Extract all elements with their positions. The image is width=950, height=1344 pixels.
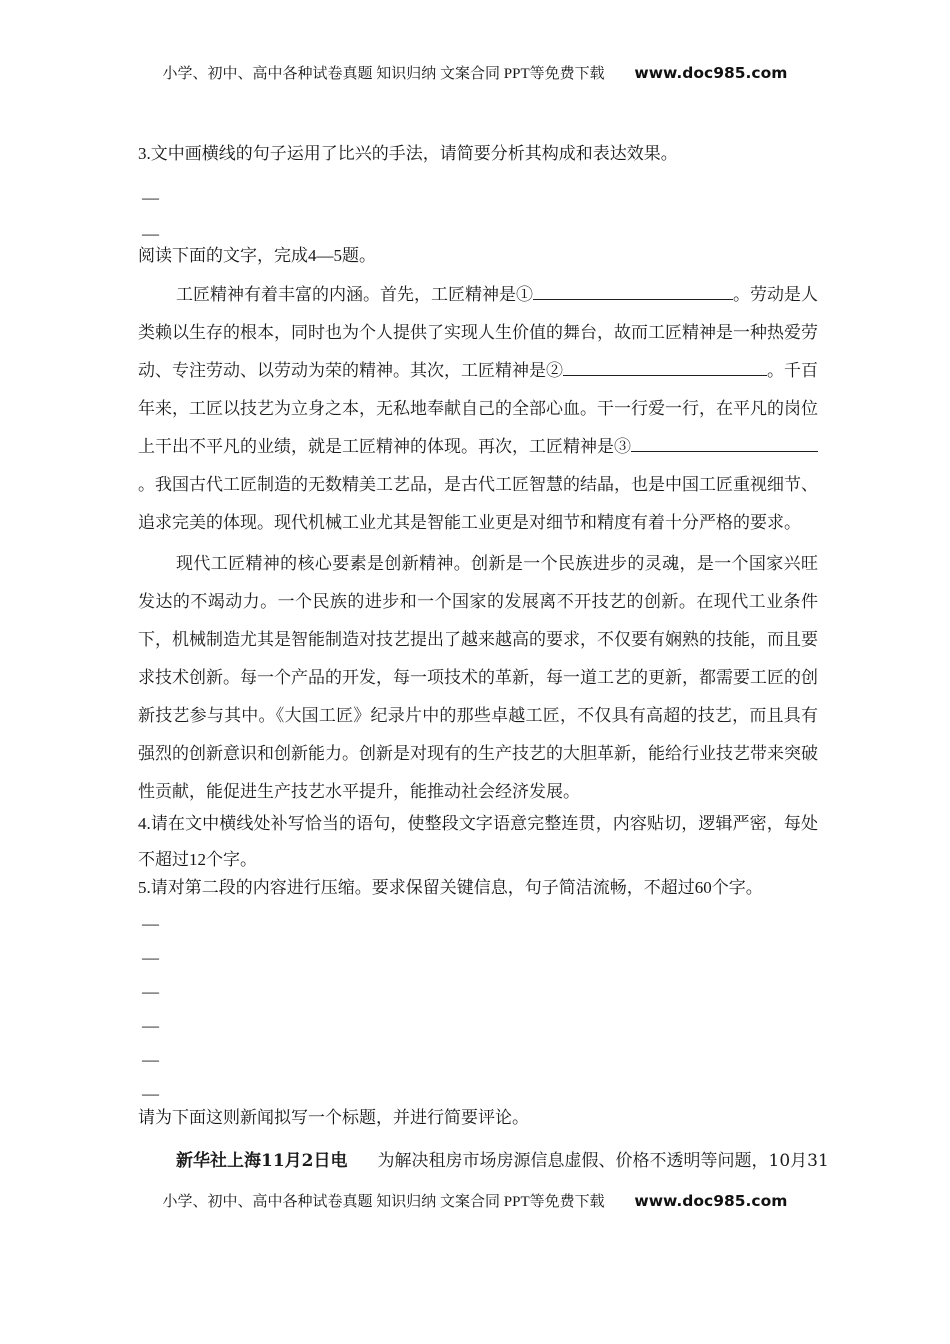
header-promo-text: 小学、初中、高中各种试卷真题 知识归纳 文案合同 PPT等免费下载	[162, 66, 605, 82]
answer-line-dash: —	[142, 1084, 159, 1103]
question-5: 5.请对第二段的内容进行压缩。要求保留关键信息，句子简洁流畅，不超过60个字。	[138, 878, 763, 897]
answer-line-dash: —	[142, 224, 159, 243]
passage-text-segment: 工匠精神有着丰富的内涵。首先，工匠精神是①	[176, 285, 533, 305]
answer-line-dash: —	[142, 914, 159, 933]
question-4: 4.请在文中横线处补写恰当的语句，使整段文字语意完整连贯，内容贴切，逻辑严密，每处不超过12个字。	[138, 814, 818, 869]
footer-promo-text: 小学、初中、高中各种试卷真题 知识归纳 文案合同 PPT等免费下载	[162, 1194, 605, 1210]
passage-text-segment: 。千百年来，工匠以技艺为立身之本，无私地奉献自己的全部心血。干一行爱一行，在平凡的岗位上干出不平凡的业绩，就是工匠精神的体现。再次，工匠精神是③	[138, 361, 818, 457]
passage-paragraph-1	[138, 276, 818, 542]
page-footer	[0, 1190, 950, 1211]
answer-line-dash: —	[142, 982, 159, 1001]
passage-text-segment: 。劳动是人类赖以生存的根本，同时也为个人提供了实现人生价值的舞台，故而工匠精神是一种热爱劳动、专注劳动、以劳动为荣的精神。其次，工匠精神是②	[138, 285, 818, 381]
news-dateline: 新华社上海11月2日电	[176, 1151, 348, 1171]
footer-site-link[interactable]: www.doc985.com	[634, 1192, 788, 1210]
news-prompt: 请为下面这则新闻拟写一个标题，并进行简要评论。	[138, 1108, 529, 1127]
answer-line-dash: —	[142, 1016, 159, 1035]
reading-intro: 阅读下面的文字，完成4—5题。	[138, 246, 376, 265]
answer-line-dash: —	[142, 1050, 159, 1069]
passage-text-segment: 。我国古代工匠制造的无数精美工艺品，是古代工匠智慧的结晶，也是中国工匠重视细节、追求完美的体现。现代机械工业尤其是智能工业更是对细节和精度有着十分严格的要求。	[138, 475, 818, 533]
answer-line-dash: —	[142, 188, 159, 207]
page-header	[0, 62, 950, 83]
fill-in-blank-line	[631, 435, 818, 452]
answer-line-dash: —	[142, 948, 159, 967]
question-3: 3.文中画横线的句子运用了比兴的手法，请简要分析其构成和表达效果。	[138, 144, 678, 163]
news-paragraph	[138, 1142, 829, 1180]
header-site-link[interactable]: www.doc985.com	[634, 64, 788, 82]
fill-in-blank-line	[563, 359, 767, 376]
passage-paragraph-2: 现代工匠精神的核心要素是创新精神。创新是一个民族进步的灵魂，是一个国家兴旺发达的不竭动力。一个民族的进步和一个国家的发展离不开技艺的创新。在现代工业条件下，机械制造尤其是智能制造对技艺提出了越来越高的要求，不仅要有娴熟的技能，而且要求技术创新。每一个产品的开发，每一项技术的革新，每一道工艺的更新，都需要工匠的创新技艺参与其中。《大国工匠》纪录片中的那些卓越工匠，不仅具有高超的技艺，而且具有强烈的创新意识和创新能力。创新是对现有的生产技艺的大胆革新，能给行业技艺带来突破性贡献，能促进生产技艺水平提升，能推动社会经济发展。	[138, 554, 818, 802]
fill-in-blank-line	[533, 283, 733, 300]
answer-lines-bottom-group	[142, 914, 159, 1118]
news-body-text: 为解决租房市场房源信息虚假、价格不透明等问题，10月31	[377, 1151, 829, 1171]
